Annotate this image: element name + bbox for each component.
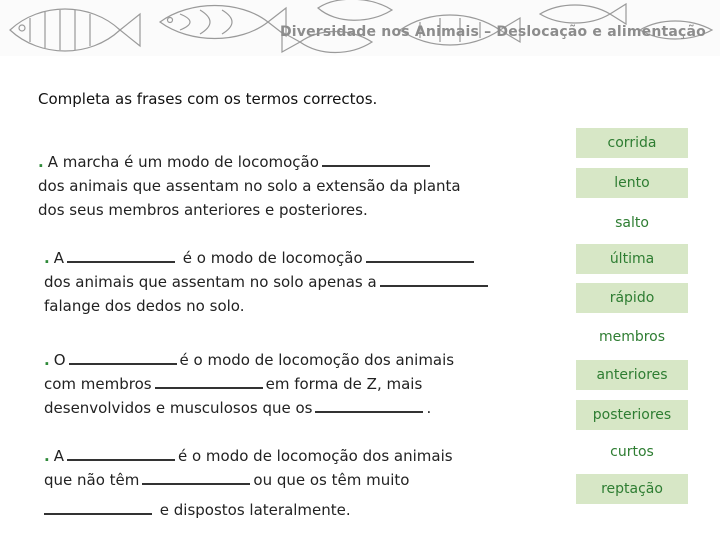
bullet: . bbox=[44, 351, 50, 369]
answer-blank[interactable] bbox=[315, 397, 423, 413]
bullet: . bbox=[44, 447, 50, 465]
bullet: . bbox=[44, 249, 50, 267]
answer-blank[interactable] bbox=[366, 247, 474, 263]
answer-blank[interactable] bbox=[69, 349, 177, 365]
word-bank-item[interactable]: posteriores bbox=[576, 400, 688, 430]
answer-blank[interactable] bbox=[322, 151, 430, 167]
answer-blank[interactable] bbox=[67, 445, 175, 461]
word-bank-item[interactable]: última bbox=[576, 244, 688, 274]
answer-blank[interactable] bbox=[142, 469, 250, 485]
word-bank-item[interactable]: curtos bbox=[610, 444, 654, 460]
header-banner bbox=[0, 0, 720, 56]
word-bank-item[interactable]: rápido bbox=[576, 283, 688, 313]
answer-blank[interactable] bbox=[380, 271, 488, 287]
word-bank-item[interactable]: salto bbox=[615, 215, 649, 231]
answer-blank[interactable] bbox=[67, 247, 175, 263]
sentence-1: . A marcha é um modo de locomoção dos animais que assentam no solo a extensão da planta dos seus membros anteriores e posteriores. bbox=[38, 153, 461, 219]
word-bank-item[interactable]: anteriores bbox=[576, 360, 688, 390]
banner-title: Diversidade nos Animais – Deslocação e alimentação bbox=[279, 24, 706, 40]
instruction-text: Completa as frases com os termos correctos. bbox=[38, 90, 378, 108]
answer-blank[interactable] bbox=[155, 373, 263, 389]
sentence-4: . A é o modo de locomoção dos animais que não têm ou que os têm muito e dispostos lateralmente. bbox=[44, 447, 453, 519]
word-bank-item[interactable]: corrida bbox=[576, 128, 688, 158]
sentence-3: . O é o modo de locomoção dos animais com membros em forma de Z, mais desenvolvidos e musculosos que os . bbox=[44, 351, 455, 417]
word-bank-item[interactable]: lento bbox=[576, 168, 688, 198]
answer-blank[interactable] bbox=[44, 499, 152, 515]
word-bank-item[interactable]: membros bbox=[598, 329, 666, 345]
word-bank-item[interactable]: reptação bbox=[576, 474, 688, 504]
bullet: . bbox=[38, 153, 44, 171]
sentence-2: . A é o modo de locomoção dos animais que assentam no solo apenas a falange dos dedos no solo. bbox=[44, 246, 524, 318]
